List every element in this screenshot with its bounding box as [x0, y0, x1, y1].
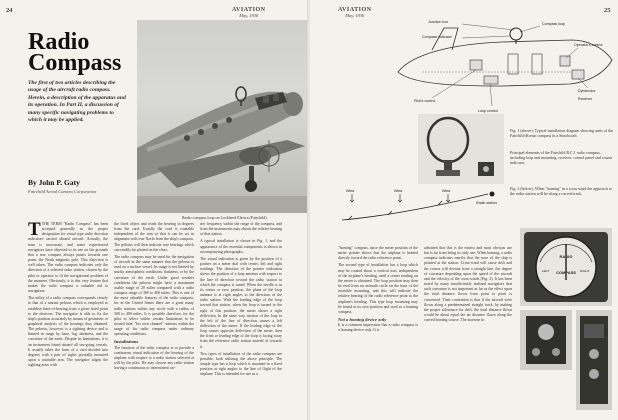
left-page-number: 24: [6, 7, 13, 14]
wind-label: Wind: [442, 189, 451, 193]
equipment-photo: [418, 114, 504, 184]
paragraph: The visual indication is given by the position of a pointer on a meter dial with center, left and right readings. The direction of the pointer indication shows the position of a loop antenna with respect to the line of direction toward the radio station to which the compass is tuned. When the needle is in its center or zero position, the plane of the loop antenna is at right angles to the direction of the radio station. With the leading edge of the loop toward that station, when the loop is turned to the right of this position, the meter shows a right deflection. In the same way, motion of the loop to the left of the line of direction causes a left deflection of the meter. If the leading edge of the loop causes opposite deflection of the meter, then the front or leading edge of the loop is facing away from the reference radio station instead of towards it.: [200, 256, 282, 349]
left-running-head: AVIATION May, 1936: [232, 7, 266, 18]
headline-line-2: Compass: [28, 50, 122, 76]
meter-image: [520, 228, 612, 306]
byline: By John P. Gaty: [28, 178, 80, 187]
paragraph: The function of the radio compass is to provide a continuous visual indication of the bearing of the airplane with respect to a radio station selected at will by the pilot. He may choose any radio station having a continuous or intermittent car-: [114, 345, 194, 371]
receiver-image: [576, 310, 612, 410]
label-loop-control: Loop control: [478, 109, 498, 113]
installation-diagram: [392, 14, 618, 126]
meter-label-radio: RADIO: [559, 254, 573, 259]
paragraph: The utility of a radio compass corresponds closely to that of a marine pelorus which is employed to establish lines-of-bearing from a given fixed point to the observer. The navigator is able to fix the ship's position accurately by means of geometric or graphical analysis of the bearings thus obtained. The pelorus, however, is a sighting device and is limited in range by haze, fog, darkness, and the curvature of the earth. Despite its limitations, it is an instrument found aboard all sea-going vessels. It usually takes the form of a card divided into degrees with a pair of sights pivotally mounted upon a rotatable arm. The navigator aligns the sighting arms with: [28, 296, 108, 368]
right-page: [310, 0, 618, 420]
paragraph: A typical installation is shown in Fig. 1, and the appearance of the essential components is shown in accompanying photographs.: [200, 239, 282, 254]
left-body-column-3: [200, 222, 282, 414]
right-body-column-2: [424, 246, 512, 414]
label-pilots-control: Pilot's control: [414, 99, 436, 103]
fig1-caption: Fig. 1 (above): Typical installation diagram showing units of the Fairchild-Kreusi compass in a Stinchcraft.: [510, 128, 613, 138]
right-body-column-1: [338, 246, 418, 414]
headline: [28, 29, 122, 76]
label-receiver: Receiver: [578, 97, 593, 101]
paragraph: The second type of installation has a loop which may be rotated about a vertical axis, independent of the airplane's heading, until a center reading on the meter is obtained. The loop position may then be read from an azimuth circle on the base of the rotatable mounting, and this will indicate the relative bearing of the radio reference point to the airplane's heading. This type loop mounting may be found in its zero position and used as a homing compass.: [338, 263, 418, 314]
equipment-photo-caption: Principal elements of the Fairchild R.C.1 radio compass, including loop and mounting, receiver, control panel and course indicator.: [510, 150, 613, 165]
meter-label-left: LEFT: [542, 269, 550, 273]
paragraph: TTHE TERM "Radio Compass" has been accepted generally as the proper designation for visual type radio direction indicators carried aboard aircraft. Actually, the term is inaccurate, and some experienced navigators have objected to its use on the grounds that a true compass always points towards one point, the North magnetic pole. This objection is well taken. The radio compass indicates only the direction of a selected radio station, chosen by the pilot or operator to fit the navigational problem of the moment. Obviously, it is this very feature that makes the radio compass a valuable aid to navigation.: [28, 222, 108, 294]
paragraph: It is a common impression that a radio compass is a homing device only. It is: [338, 323, 418, 333]
airplane-photo: [137, 20, 307, 213]
label-compass-indicator: Compass indicator: [422, 35, 452, 39]
wind-label: Wind: [394, 189, 403, 193]
wind-label: Wind: [346, 189, 355, 193]
paragraph: the fixed object and reads the bearing in degrees from the card. Usually the card is rotatable independent of the arm so that it can be set in alignment with true North from the ship's compass. The pelorus will then indicate true bearings which can readily be plotted on the chart.: [114, 222, 194, 252]
radio-station-label: Radio station: [476, 201, 497, 205]
left-page: [0, 0, 308, 420]
label-compass-loop: Compass loop: [542, 22, 565, 26]
paragraph: rier frequency within the range of the compass, and from the instruments may obtain the relative bearing of that station.: [200, 222, 282, 237]
left-body-column-2: [114, 222, 194, 414]
fig2-caption: Fig. 2 (below): When "homing" in a cross-wind the approach to the radio station will be along a curved track.: [510, 186, 612, 196]
subhead-homing: Not a homing device only: [338, 317, 387, 323]
headline-line-1: Radio: [28, 29, 90, 55]
control-panel-image: [520, 310, 572, 370]
right-running-head: AVIATION May, 1936: [338, 7, 372, 18]
drop-cap: T: [28, 222, 41, 240]
article-deck: The first of two articles describing the usage of the aircraft radio compass. Herein, a description of the apparatus and its operation. In Part II, a discussion of many specific navigating problems to which it may be applied.: [28, 80, 126, 124]
airplane-image: [137, 20, 307, 213]
meter-label-right: RIGHT: [580, 269, 590, 273]
label-dynamotor: Dynamotor: [578, 89, 596, 93]
receiver-photo: [576, 310, 612, 410]
paragraph: Two types of installation of the radio compass are possible, both utilizing the above principle. The simple type has a loop which is mounted in a fixed position at right angles to the line of flight of the airplane. This is intended for use as a: [200, 351, 282, 377]
left-body-column-1: [28, 222, 108, 414]
paragraph: "homing" compass, since the meter position of the meter pointer shows that the airplane is headed directly toward the radio reference point.: [338, 246, 418, 261]
meter-photo: [520, 228, 612, 306]
paragraph: admitted that this is the easiest and most obvious use but is far from being its only use. When homing, a radio compass indicates merely that the nose of the ship is pointed at the station. Cross-wind will cause drift and the course will deviate from a straight line, the degree of curvature depending upon the speed of the aircraft and the velocity of the cross-winds (Fig. 2). It has been noted by many insufficiently inclined navigators that such curvature is not important as far as the effect upon the total distance flown from point to point is concerned. Their contention is that if the aircraft were flown along a predetermined straight track, by making the proper allowance for drift, the total distance flown would be about equal the air distance flown along the curved homing course. The increase in: [424, 246, 512, 323]
right-running-date: May, 1936: [345, 13, 365, 18]
label-operators-control: Operator's control: [574, 43, 603, 47]
right-page-number: 25: [604, 7, 611, 14]
subhead-installations: Installations: [114, 339, 139, 345]
label-junction-box: Junction box: [428, 20, 449, 24]
paragraph: The radio compass may be used for the navigation of aircraft in the same manner that the pelorus is used on a surface vessel. Its range is not limited by smoky atmospheric conditions, darkness, or by the curvature of the earth. Under good weather conditions the pelorus might have a maximum usable range of 20 miles compared with a radio compass range of 300 to 400 miles. This is one of the most valuable features of the radio compass, for in the United States there are a great many radio stations within any circle with a radius of 300 to 400 miles. It is possible therefore, for the pilot to select within certain limitations to be treated later, "his own channel" stations within the range of his radio compass under ordinary operating conditions.: [114, 254, 194, 337]
meter-label-compass: COMPASS: [556, 270, 576, 275]
left-running-date: May, 1936: [239, 13, 259, 18]
affiliation: Fairchild Aerial Camera Corporation: [28, 189, 97, 194]
airplane-photo-caption: Radio compass loop on Lockheed Electra (Fairchild).: [182, 215, 268, 220]
homing-track-diagram: [338, 186, 514, 226]
control-panel-photo: [520, 310, 572, 370]
equipment-image: [418, 114, 504, 184]
